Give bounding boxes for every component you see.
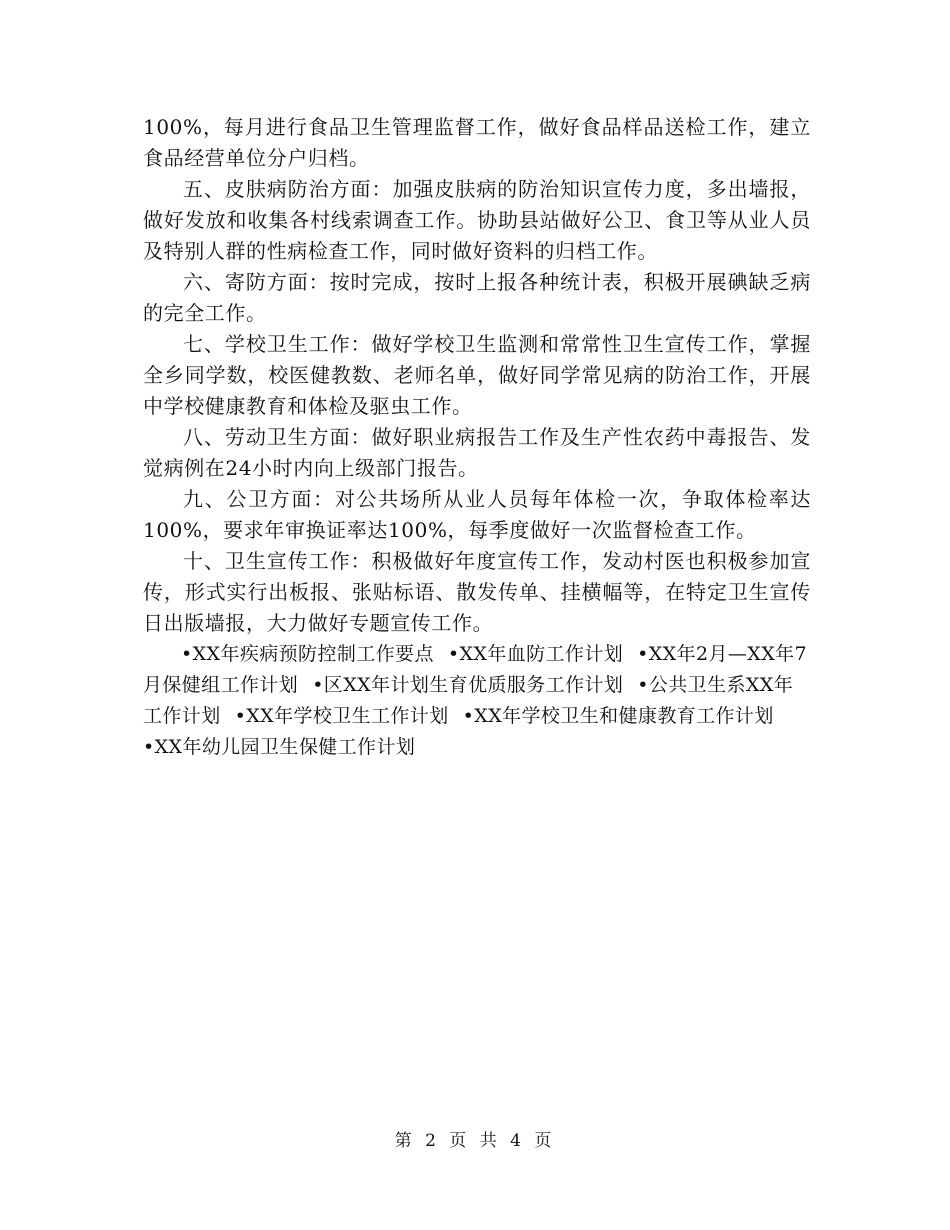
related-link-public-health-dept[interactable]: •公共卫生系XX年工作计划 [143,674,794,727]
related-link-healthcare-group[interactable]: •XX年2月—XX年7月保健组工作计划 [143,643,808,696]
related-link-school-health[interactable]: •XX年学校卫生工作计划 [234,705,449,727]
related-link-kindergarten[interactable]: •XX年幼儿园卫生保健工作计划 [143,736,416,758]
document-body [143,112,811,763]
related-link-disease-control[interactable]: •XX年疾病预防控制工作要点 [181,643,434,665]
paragraph-0: 100%，每月进行食品卫生管理监督工作，做好食品样品送检工作，建立食品经营单位分户归档。 [143,115,811,170]
related-link-schistosomiasis[interactable]: •XX年血防工作计划 [447,643,624,665]
related-link-family-planning[interactable]: •区XX年计划生育优质服务工作计划 [312,674,624,696]
page-number: 第 2 页 共 4 页 [394,1131,556,1151]
paragraph-parasite-prevention: 六、寄防方面：按时完成，按时上报各种统计表，积极开展碘缺乏病的完全工作。 [143,270,811,325]
paragraph-labor-health: 八、劳动卫生方面：做好职业病报告工作及生产性农药中毒报告、发觉病例在24小时内向上级部门报告。 [143,425,811,480]
paragraph-public-health: 九、公卫方面：对公共场所从业人员每年体检一次，争取体检率达100%，要求年审换证率达100%，每季度做好一次监督检查工作。 [143,487,811,542]
paragraph-skin-disease: 五、皮肤病防治方面：加强皮肤病的防治知识宣传力度，多出墙报，做好发放和收集各村线索调查工作。协助县站做好公卫、食卫等从业人员及特别人群的性病检查工作，同时做好资料的归档工作。 [143,177,811,263]
paragraph-health-promotion: 十、卫生宣传工作：积极做好年度宣传工作，发动村医也积极参加宣传，形式实行出板报、张贴标语、散发传单、挂横幅等，在特定卫生宣传日出版墙报，大力做好专题宣传工作。 [143,549,811,635]
related-link-school-health-education[interactable]: •XX年学校卫生和健康教育工作计划 [462,705,774,727]
paragraph-school-health: 七、学校卫生工作：做好学校卫生监测和常常性卫生宣传工作，掌握全乡同学数，校医健教数、老师名单，做好同学常见病的防治工作，开展中学校健康教育和体检及驱虫工作。 [143,332,811,418]
related-links [143,639,811,763]
